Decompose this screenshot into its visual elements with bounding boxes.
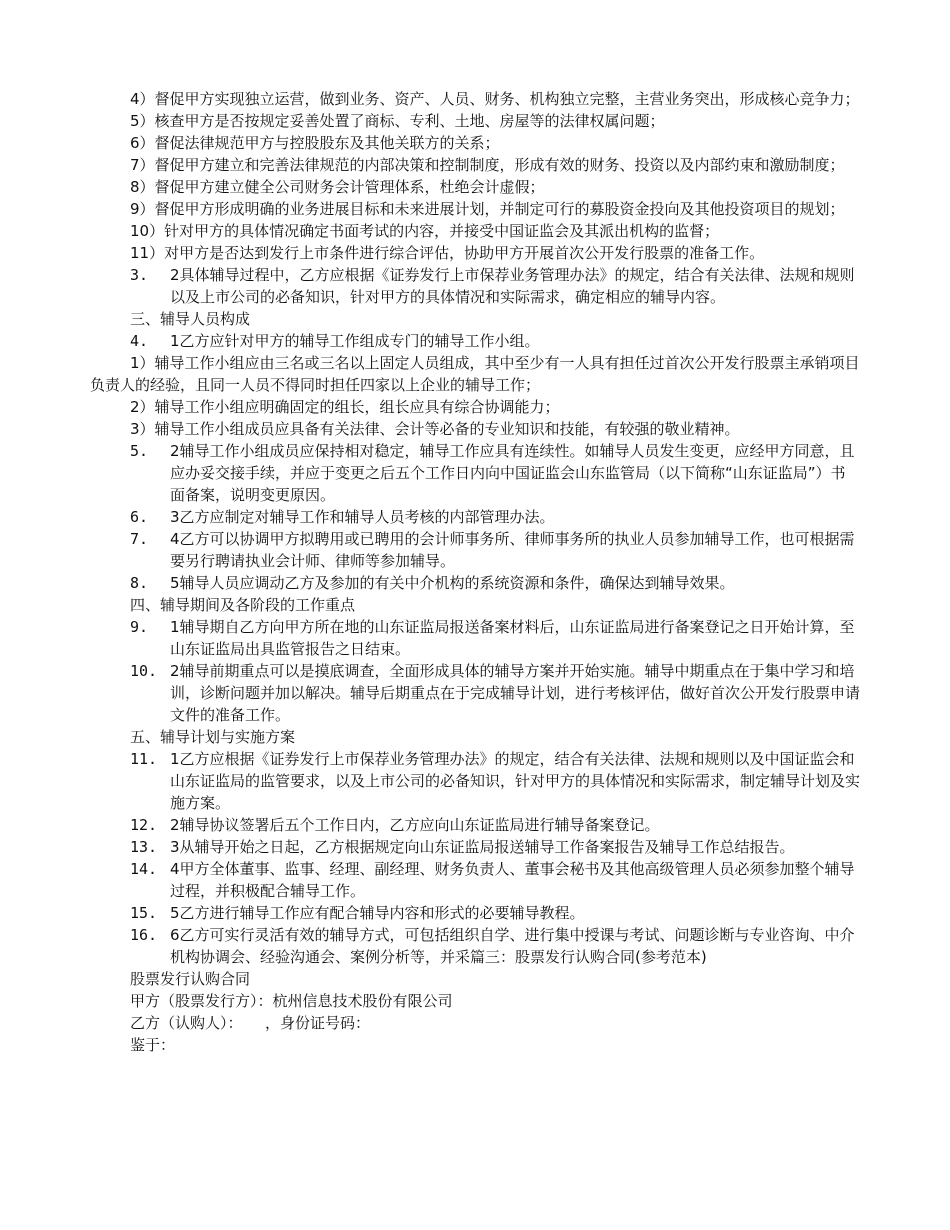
item-text: 4乙方可以协调甲方拟聘用或已聘用的会计师事务所、律师事务所的执业人员参加辅导工作，也可根据需要另行聘请执业会计师、律师等参加辅导。 bbox=[170, 530, 855, 570]
paragraph: 6）督促法律规范甲方与控股股东及其他关联方的关系； bbox=[130, 134, 500, 152]
item-text: 2辅导工作小组成员应保持相对稳定，辅导工作应具有连续性。如辅导人员发生变更，应经甲方同意，且应办妥交接手续，并应于变更之后五个工作日内向中国证监会山东监管局（以下简称“山东证监局”）书面备案，说明变更原因。 bbox=[170, 442, 855, 504]
item-number: 8. bbox=[130, 574, 149, 592]
numbered-item bbox=[90, 330, 860, 352]
document-page bbox=[90, 88, 860, 1056]
item-number: 12. bbox=[130, 816, 158, 834]
section-heading: 三、辅导人员构成 bbox=[130, 310, 251, 328]
item-text: 2辅导协议签署后五个工作日内，乙方应向山东证监局进行辅导备案登记。 bbox=[170, 816, 660, 834]
item-text: 1乙方应针对甲方的辅导工作组成专门的辅导工作小组。 bbox=[170, 332, 540, 350]
numbered-item bbox=[90, 836, 860, 858]
item-number: 10. bbox=[130, 662, 158, 680]
item-text: 5辅导人员应调动乙方及参加的有关中介机构的系统资源和条件，确保达到辅导效果。 bbox=[170, 574, 735, 592]
party-a-line: 甲方（股票发行方）：杭州信息技术股份有限公司 bbox=[130, 992, 453, 1010]
item-text: 2辅导前期重点可以是摸底调查，全面形成具体的辅导方案并开始实施。辅导中期重点在于集中学习和培训，诊断问题并加以解决。辅导后期重点在于完成辅导计划，进行考核评估，做好首次公开发行股票申请文件的准备工作。 bbox=[170, 662, 861, 724]
numbered-item bbox=[90, 924, 860, 968]
paragraph: 4）督促甲方实现独立运营，做到业务、资产、人员、财务、机构独立完整，主营业务突出，形成核心竞争力； bbox=[130, 90, 860, 108]
party-b-line: 乙方（认购人）： ，身份证号码： bbox=[130, 1014, 371, 1032]
numbered-item bbox=[90, 748, 860, 814]
paragraph: 8）督促甲方建立健全公司财务会计管理体系，杜绝会计虚假； bbox=[130, 178, 545, 196]
item-number: 7. bbox=[130, 530, 149, 548]
item-text: 1乙方应根据《证券发行上市保荐业务管理办法》的规定，结合有关法律、法规和规则以及中国证监会和山东证监局的监管要求，以及上市公司的必备知识，针对甲方的具体情况和实际需求，制定辅导计划及实施方案。 bbox=[170, 750, 861, 812]
paragraph: 3）辅导工作小组成员应具备有关法律、会计等必备的专业知识和技能，有较强的敬业精神。 bbox=[130, 420, 740, 438]
item-number: 6. bbox=[130, 508, 149, 526]
numbered-item bbox=[90, 858, 860, 902]
item-text: 4甲方全体董事、监事、经理、副经理、财务负责人、董事会秘书及其他高级管理人员必须参加整个辅导过程，并积极配合辅导工作。 bbox=[170, 860, 855, 900]
numbered-item bbox=[90, 440, 860, 506]
numbered-item bbox=[90, 902, 860, 924]
numbered-item bbox=[90, 506, 860, 528]
paragraph: 1）辅导工作小组应由三名或三名以上固定人员组成，其中至少有一人具有担任过首次公开发行股票主承销项目负责人的经验，且同一人员不得同时担任四家以上企业的辅导工作； bbox=[90, 354, 860, 394]
item-number: 9. bbox=[130, 618, 149, 636]
paragraph: 5）核查甲方是否按规定妥善处置了商标、专利、土地、房屋等的法律权属问题； bbox=[130, 112, 665, 130]
item-number: 16. bbox=[130, 926, 158, 944]
paragraph: 11）对甲方是否达到发行上市条件进行综合评估，协助甲方开展首次公开发行股票的准备工作。 bbox=[130, 244, 765, 262]
item-text: 3乙方应制定对辅导工作和辅导人员考核的内部管理办法。 bbox=[170, 508, 555, 526]
numbered-item bbox=[90, 264, 860, 308]
item-number: 13. bbox=[130, 838, 158, 856]
contract-title: 股票发行认购合同 bbox=[130, 970, 251, 988]
section-heading: 四、辅导期间及各阶段的工作重点 bbox=[130, 596, 356, 614]
item-text: 5乙方进行辅导工作应有配合辅导内容和形式的必要辅导教程。 bbox=[170, 904, 585, 922]
item-number: 14. bbox=[130, 860, 158, 878]
item-number: 15. bbox=[130, 904, 158, 922]
paragraph: 7）督促甲方建立和完善法律规范的内部决策和控制制度，形成有效的财务、投资以及内部约束和激励制度； bbox=[130, 156, 845, 174]
numbered-item bbox=[90, 660, 860, 726]
numbered-item bbox=[90, 528, 860, 572]
whereas-line: 鉴于： bbox=[130, 1036, 176, 1054]
item-number: 11. bbox=[130, 750, 158, 768]
item-text: 3从辅导开始之日起，乙方根据规定向山东证监局报送辅导工作备案报告及辅导工作总结报告。 bbox=[170, 838, 795, 856]
item-text: 6乙方可实行灵活有效的辅导方式，可包括组织自学、进行集中授课与考试、问题诊断与专业咨询、中介机构协调会、经验沟通会、案例分析等，并采篇三：股票发行认购合同(参考范本) bbox=[170, 926, 855, 966]
item-text: 1辅导期自乙方向甲方所在地的山东证监局报送备案材料后，山东证监局进行备案登记之日开始计算，至山东证监局出具监管报告之日结束。 bbox=[170, 618, 855, 658]
numbered-item bbox=[90, 572, 860, 594]
section-heading: 五、辅导计划与实施方案 bbox=[130, 728, 296, 746]
item-text: 2具体辅导过程中，乙方应根据《证券发行上市保荐业务管理办法》的规定，结合有关法律、法规和规则以及上市公司的必备知识，针对甲方的具体情况和实际需求，确定相应的辅导内容。 bbox=[170, 266, 855, 306]
item-number: 4. bbox=[130, 332, 149, 350]
paragraph: 2）辅导工作小组应明确固定的组长，组长应具有综合协调能力； bbox=[130, 398, 560, 416]
numbered-item bbox=[90, 616, 860, 660]
paragraph: 9）督促甲方形成明确的业务进展目标和未来进展计划，并制定可行的募股资金投向及其他投资项目的规划； bbox=[130, 200, 845, 218]
item-number: 5. bbox=[130, 442, 149, 460]
paragraph: 10）针对甲方的具体情况确定书面考试的内容，并接受中国证监会及其派出机构的监督； bbox=[130, 222, 720, 240]
numbered-item bbox=[90, 814, 860, 836]
item-number: 3. bbox=[130, 266, 149, 284]
